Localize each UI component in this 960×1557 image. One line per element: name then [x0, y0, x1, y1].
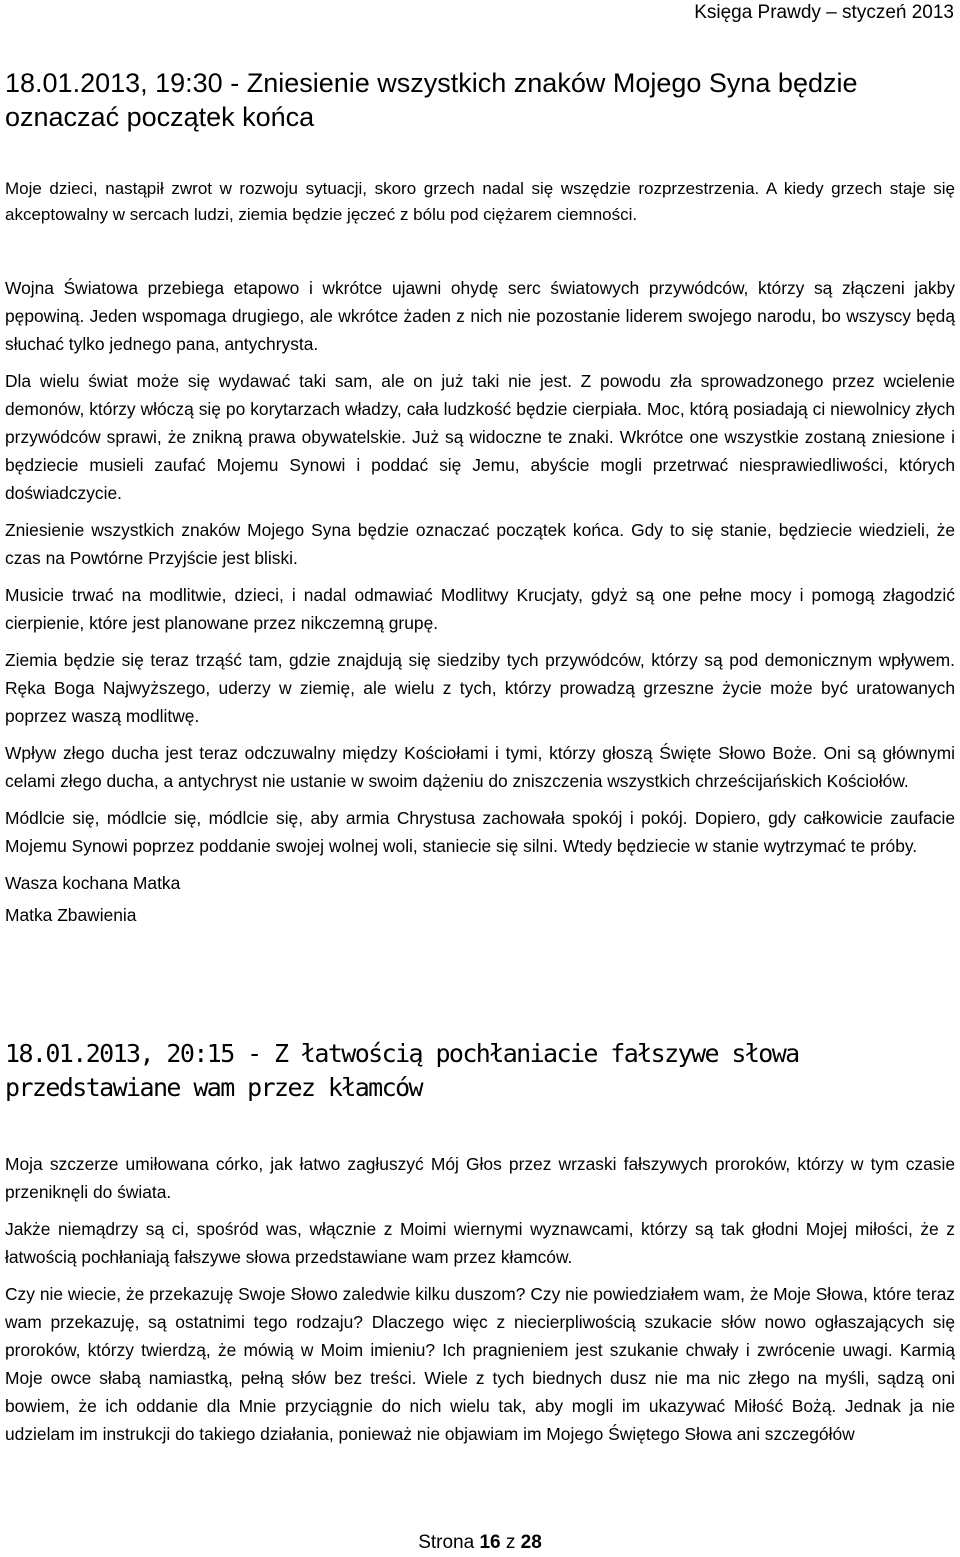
section-2-body	[5, 1150, 955, 1457]
paragraph: Czy nie wiecie, że przekazuję Swoje Słowo zaledwie kilku duszom? Czy nie powiedziałem wam, że Moje Słowa, które teraz wam przekazuję, są ostatnimi tego rodzaju? Dlaczego więc z niecierpliwością szukacie słów nowo ogłaszających się proroków, którzy twierdzą, że mówią w Moim imieniu? Ich pragnieniem jest szukanie chwały i zwrócenie uwagi. Karmią Moje owce słabą namiastką, pełną słów bez treści. Wiele z tych biednych dusz nie ma nic złego na myśli, sądzą oni bowiem, że ich oddanie dla Mnie przyciągnie do nich wielu tak, aby mogli im ukazywać Miłość Bożą. Jednak ja nie udzielam im instrukcji do takiego działania, ponieważ nie objawiam im Mojego Świętego Słowa ani szczegółów	[5, 1284, 955, 1444]
paragraph: Dla wielu świat może się wydawać taki sam, ale on już taki nie jest. Z powodu zła sprowadzonego przez wcielenie demonów, którzy włóczą się po korytarzach władzy, cała ludzkość będzie cierpiała. Moc, którą posiadają ci niewolnicy złych przywódców sprawi, że znikną prawa obywatelskie. Już są widoczne te znaki. Wkrótce one wszystkie zostaną zniesione i będziecie musieli zaufać Mojemu Synowi i poddać się Jemu, abyście mogli przetrwać niesprawiedliwości, których doświadczycie.	[5, 371, 955, 503]
paragraph: Moja szczerze umiłowana córko, jak łatwo zagłuszyć Mój Głos przez wrzaski fałszywych proroków, którzy w tym czasie przeniknęli do świata.	[5, 1154, 955, 1202]
page-footer	[0, 1530, 960, 1556]
of-label: z	[505, 1532, 516, 1553]
page-label: Strona	[418, 1532, 475, 1553]
paragraph: Jakże niemądrzy są ci, spośród was, włącznie z Moimi wiernymi wyznawcami, którzy są tak głodni Mojej miłości, że z łatwością pochłaniają fałszywe słowa przedstawiane wam przez kłamców.	[5, 1219, 955, 1267]
running-header: Księga Prawdy – styczeń 2013	[694, 2, 954, 23]
paragraph: Módlcie się, módlcie się, módlcie się, aby armia Chrystusa zachowała spokój i pokój. Dopiero, gdy całkowicie zaufacie Mojemu Synowi poprzez poddanie swojej wolnej woli, staniecie się silni. Wtedy będziecie w stanie wytrzymać te próby.	[5, 808, 955, 856]
section-2-title: 18.01.2013, 20:15 - Z łatwością pochłaniacie fałszywe słowa przedstawiane wam przez kłamców	[5, 1039, 799, 1102]
paragraph: Musicie trwać na modlitwie, dzieci, i nadal odmawiać Modlitwy Krucjaty, gdyż są one pełne mocy i pomogą złagodzić cierpienie, które jest planowane przez nikczemną grupę.	[5, 585, 955, 633]
total-pages: 28	[520, 1532, 542, 1553]
signature-line: Matka Zbawienia	[5, 905, 137, 925]
paragraph: Wojna Światowa przebiega etapowo i wkrótce ujawni ohydę serc światowych przywódców, którzy są złączeni jakby pępowiną. Jeden wspomaga drugiego, ale wkrótce żaden z nich nie pozostanie liderem swojego narodu, bo wszyscy będą słuchać tylko jednego pana, antychrysta.	[5, 278, 955, 354]
paragraph: Ziemia będzie się teraz trząść tam, gdzie znajdują się siedziby tych przywódców, którzy są pod demonicznym wpływem. Ręka Boga Najwyższego, uderzy w ziemię, ale wielu z tych, którzy prowadzą grzeszne życie może być uratowanych poprzez waszą modlitwę.	[5, 650, 955, 726]
paragraph: Zniesienie wszystkich znaków Mojego Syna będzie oznaczać początek końca. Gdy to się stanie, będziecie wiedzieli, że czas na Powtórne Przyjście jest bliski.	[5, 520, 955, 568]
page-number: 16	[479, 1532, 501, 1553]
paragraph: Wpływ złego ducha jest teraz odczuwalny między Kościołami i tymi, którzy głoszą Święte Słowo Boże. Oni są głównymi celami złego ducha, a antychryst nie ustanie w swoim dążeniu do zniszczenia wszystkich chrześcijańskich Kościołów.	[5, 743, 955, 791]
section-1-title: 18.01.2013, 19:30 - Zniesienie wszystkich znaków Mojego Syna będzie oznaczać początek końca	[5, 68, 858, 132]
section-1-intro: Moje dzieci, nastąpił zwrot w rozwoju sytuacji, skoro grzech nadal się wszędzie rozprzestrzenia. A kiedy grzech staje się akceptowalny w sercach ludzi, ziemia będzie jęczeć z bólu pod ciężarem ciemności.	[5, 179, 955, 224]
section-1-body	[5, 274, 955, 933]
signature-line: Wasza kochana Matka	[5, 873, 181, 893]
